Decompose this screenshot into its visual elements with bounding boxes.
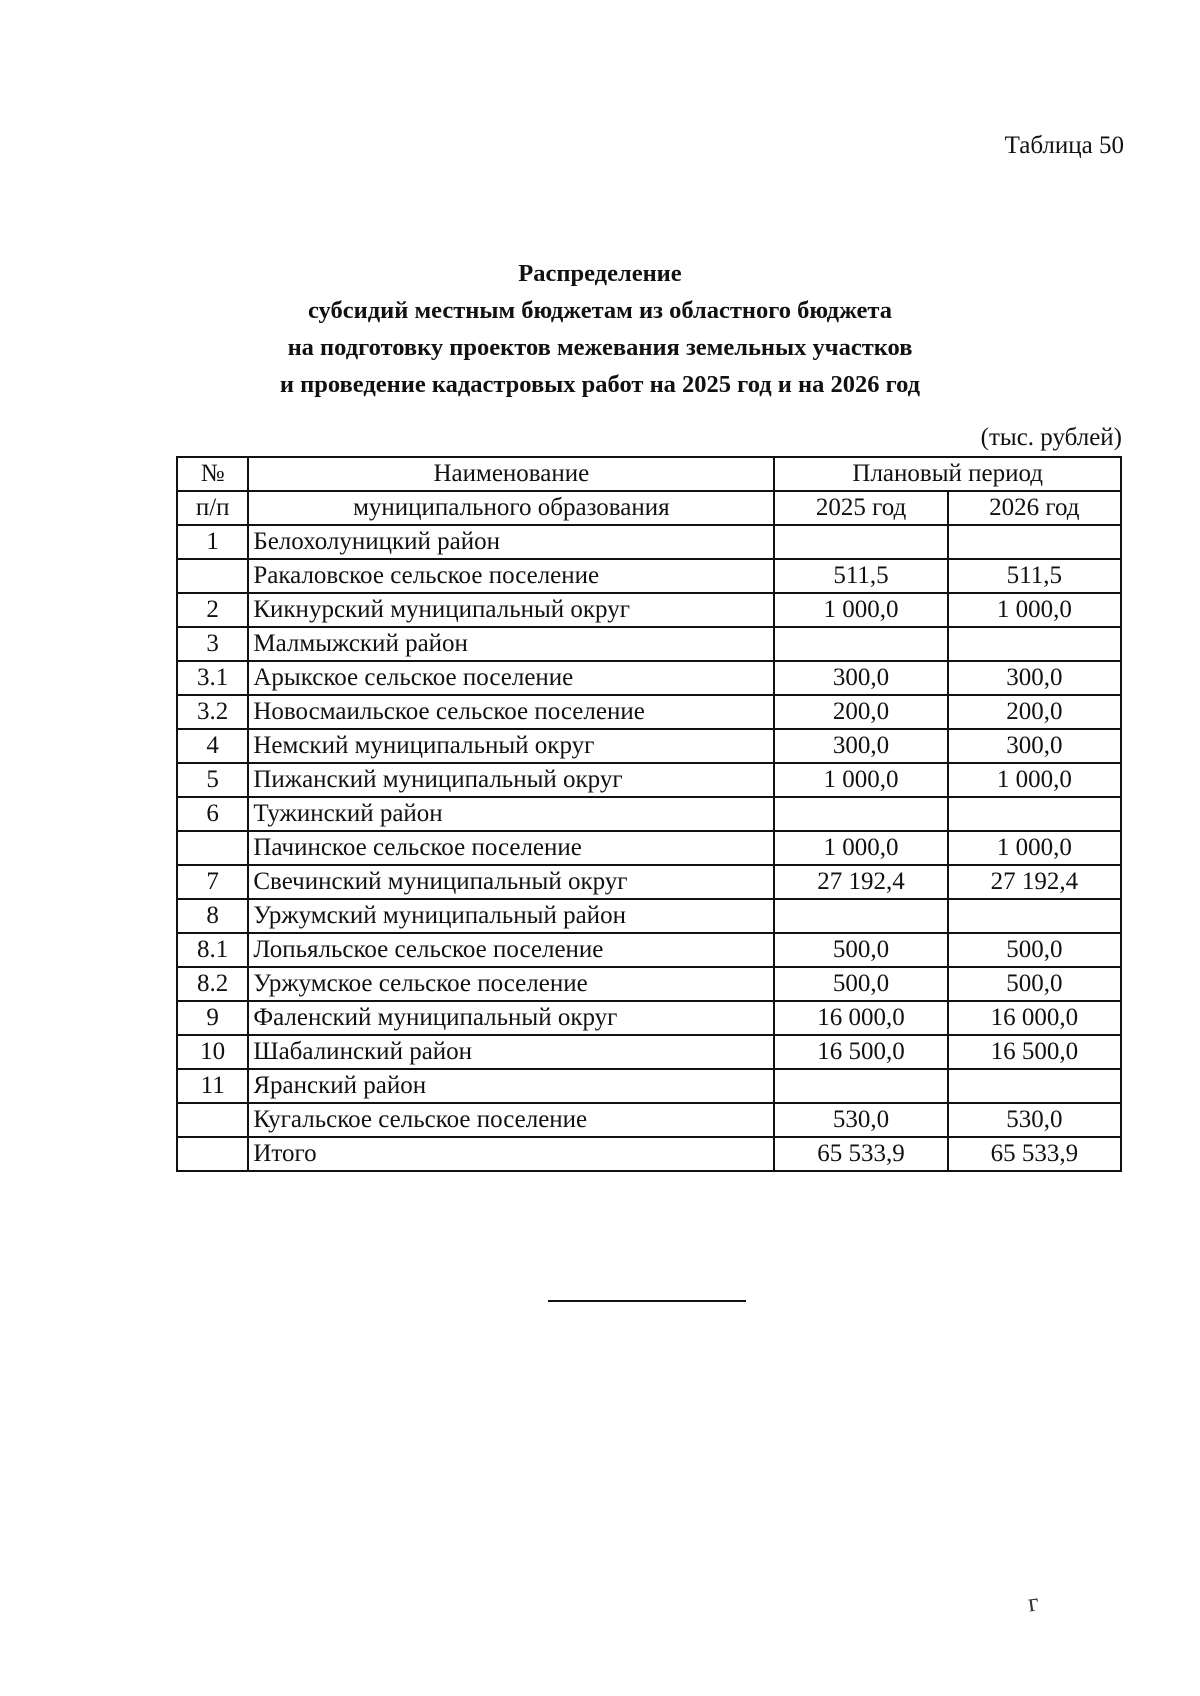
row-name-cell: Новосмаильское сельское поселение [248, 695, 774, 729]
row-name-cell: Свечинский муниципальный округ [248, 865, 774, 899]
row-value-2026-cell [948, 1069, 1121, 1103]
row-value-2025-cell [774, 899, 947, 933]
row-name-cell: Кугальское сельское поселение [248, 1103, 774, 1137]
table-row [177, 559, 1121, 593]
row-value-2025-cell: 511,5 [774, 559, 947, 593]
table-row [177, 1035, 1121, 1069]
row-number-cell: 4 [177, 729, 248, 763]
title-line-1: Распределение [518, 260, 682, 287]
row-number-cell: 10 [177, 1035, 248, 1069]
closing-divider [548, 1300, 746, 1302]
row-name-cell: Яранский район [248, 1069, 774, 1103]
row-number-cell: 2 [177, 593, 248, 627]
row-number-cell: 9 [177, 1001, 248, 1035]
row-value-2026-cell: 300,0 [948, 729, 1121, 763]
row-value-2025-cell: 16 000,0 [774, 1001, 947, 1035]
units-label: (тыс. рублей) [980, 424, 1122, 451]
subsidy-table [176, 456, 1122, 1172]
row-value-2025-cell [774, 627, 947, 661]
title-line-2: субсидий местным бюджетам из областного бюджета [308, 297, 892, 324]
row-name-cell: Уржумское сельское поселение [248, 967, 774, 1001]
table-row [177, 763, 1121, 797]
header-num-line1: № [177, 457, 248, 491]
row-value-2025-cell: 530,0 [774, 1103, 947, 1137]
row-number-cell: 11 [177, 1069, 248, 1103]
row-value-2025-cell: 65 533,9 [774, 1137, 947, 1171]
header-num-line2: п/п [177, 491, 248, 525]
row-name-cell: Шабалинский район [248, 1035, 774, 1069]
row-number-cell: 7 [177, 865, 248, 899]
row-value-2026-cell [948, 797, 1121, 831]
row-value-2025-cell: 500,0 [774, 967, 947, 1001]
header-name-line1: Наименование [248, 457, 774, 491]
row-value-2025-cell: 1 000,0 [774, 593, 947, 627]
row-value-2026-cell: 1 000,0 [948, 831, 1121, 865]
row-name-cell: Уржумский муниципальный район [248, 899, 774, 933]
row-number-cell: 8 [177, 899, 248, 933]
row-number-cell [177, 559, 248, 593]
row-value-2025-cell: 1 000,0 [774, 831, 947, 865]
handwritten-mark: г [1025, 1587, 1041, 1618]
table-row [177, 865, 1121, 899]
title-line-3: на подготовку проектов межевания земельных участков [287, 334, 913, 361]
table-row [177, 1103, 1121, 1137]
row-name-cell: Тужинский район [248, 797, 774, 831]
row-name-cell: Малмыжский район [248, 627, 774, 661]
row-number-cell: 8.2 [177, 967, 248, 1001]
row-value-2025-cell: 27 192,4 [774, 865, 947, 899]
row-number-cell [177, 1137, 248, 1171]
row-value-2025-cell: 16 500,0 [774, 1035, 947, 1069]
row-value-2026-cell: 530,0 [948, 1103, 1121, 1137]
table-row [177, 1137, 1121, 1171]
table-body [177, 525, 1121, 1171]
row-name-cell: Пачинское сельское поселение [248, 831, 774, 865]
row-name-cell: Немский муниципальный округ [248, 729, 774, 763]
row-value-2026-cell: 1 000,0 [948, 763, 1121, 797]
row-name-cell: Итого [248, 1137, 774, 1171]
header-row-1 [177, 457, 1121, 491]
header-planned-period: Плановый период [774, 457, 1121, 491]
table-row [177, 1001, 1121, 1035]
row-name-cell: Лопьяльское сельское поселение [248, 933, 774, 967]
row-value-2025-cell [774, 1069, 947, 1103]
table-row [177, 797, 1121, 831]
row-number-cell [177, 831, 248, 865]
row-name-cell: Фаленский муниципальный округ [248, 1001, 774, 1035]
table-row [177, 593, 1121, 627]
row-name-cell: Ракаловское сельское поселение [248, 559, 774, 593]
row-value-2025-cell: 200,0 [774, 695, 947, 729]
row-number-cell: 3 [177, 627, 248, 661]
row-name-cell: Кикнурский муниципальный округ [248, 593, 774, 627]
header-year-2026: 2026 год [948, 491, 1121, 525]
row-value-2025-cell: 300,0 [774, 729, 947, 763]
row-number-cell: 3.2 [177, 695, 248, 729]
table-row [177, 729, 1121, 763]
header-year-2025: 2025 год [774, 491, 947, 525]
row-value-2026-cell [948, 627, 1121, 661]
row-name-cell: Пижанский муниципальный округ [248, 763, 774, 797]
table-row [177, 967, 1121, 1001]
row-value-2025-cell: 1 000,0 [774, 763, 947, 797]
document-title [0, 255, 1200, 403]
row-value-2026-cell: 1 000,0 [948, 593, 1121, 627]
table-row [177, 831, 1121, 865]
row-value-2026-cell: 500,0 [948, 967, 1121, 1001]
row-value-2026-cell: 200,0 [948, 695, 1121, 729]
row-value-2025-cell: 300,0 [774, 661, 947, 695]
table-row [177, 525, 1121, 559]
table-row [177, 695, 1121, 729]
title-line-4: и проведение кадастровых работ на 2025 год и на 2026 год [279, 371, 921, 398]
row-number-cell: 3.1 [177, 661, 248, 695]
row-number-cell: 6 [177, 797, 248, 831]
row-value-2026-cell: 500,0 [948, 933, 1121, 967]
table-number: Таблица 50 [1004, 132, 1124, 159]
row-value-2026-cell [948, 899, 1121, 933]
row-number-cell: 5 [177, 763, 248, 797]
row-value-2026-cell: 16 000,0 [948, 1001, 1121, 1035]
row-value-2025-cell [774, 797, 947, 831]
row-name-cell: Белохолуницкий район [248, 525, 774, 559]
table-row [177, 933, 1121, 967]
header-name-line2: муниципального образования [248, 491, 774, 525]
row-value-2026-cell: 511,5 [948, 559, 1121, 593]
row-number-cell: 8.1 [177, 933, 248, 967]
table-row [177, 627, 1121, 661]
table-row [177, 899, 1121, 933]
row-value-2026-cell: 27 192,4 [948, 865, 1121, 899]
row-value-2026-cell: 300,0 [948, 661, 1121, 695]
row-value-2026-cell [948, 525, 1121, 559]
table-row [177, 661, 1121, 695]
row-name-cell: Арыкское сельское поселение [248, 661, 774, 695]
row-number-cell: 1 [177, 525, 248, 559]
row-value-2025-cell: 500,0 [774, 933, 947, 967]
table-row [177, 1069, 1121, 1103]
row-value-2026-cell: 16 500,0 [948, 1035, 1121, 1069]
row-value-2026-cell: 65 533,9 [948, 1137, 1121, 1171]
header-row-2 [177, 491, 1121, 525]
row-value-2025-cell [774, 525, 947, 559]
row-number-cell [177, 1103, 248, 1137]
